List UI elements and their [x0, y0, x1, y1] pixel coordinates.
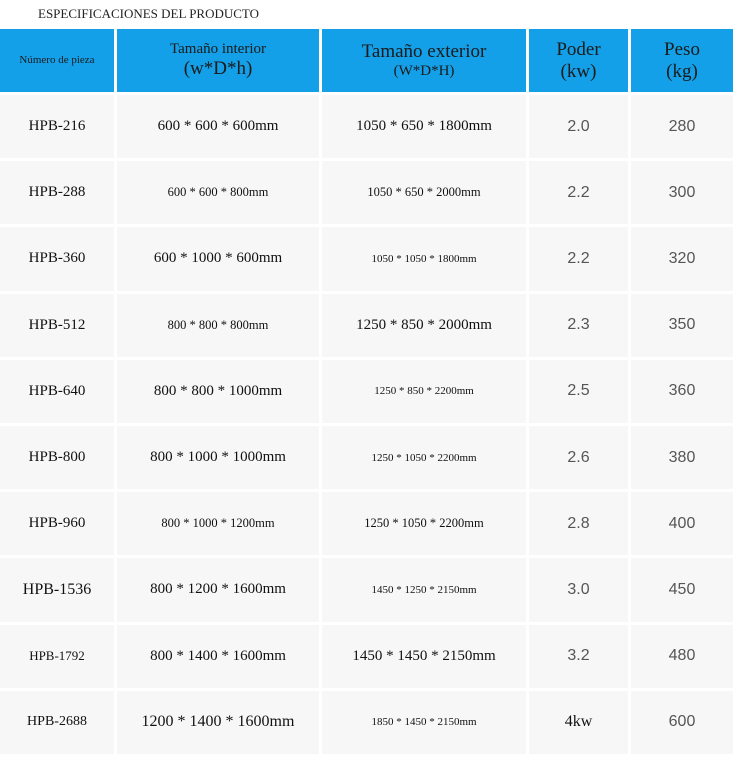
part-number-cell: HPB-800	[0, 426, 117, 492]
header-weight	[631, 29, 733, 95]
interior-size-cell: 1200 * 1400 * 1600mm	[117, 691, 322, 757]
table-row	[0, 558, 733, 624]
header-power-unit: (kw)	[560, 60, 597, 82]
interior-size-cell: 600 * 600 * 800mm	[117, 161, 322, 227]
power-cell: 2.2	[529, 161, 631, 227]
exterior-size-cell: 1850 * 1450 * 2150mm	[322, 691, 529, 757]
table-row	[0, 625, 733, 691]
table-row	[0, 426, 733, 492]
header-part-number	[0, 29, 117, 95]
interior-size-cell: 600 * 1000 * 600mm	[117, 227, 322, 293]
table-row	[0, 227, 733, 293]
header-interior-label: Tamaño interior	[170, 40, 266, 57]
exterior-size-cell: 1250 * 1050 * 2200mm	[322, 426, 529, 492]
power-cell: 2.5	[529, 360, 631, 426]
part-number-cell: HPB-1792	[0, 625, 117, 691]
header-interior-size	[117, 29, 322, 95]
weight-cell: 350	[631, 294, 733, 360]
header-weight-unit: (kg)	[666, 60, 698, 82]
header-power-label: Poder	[556, 38, 601, 60]
part-number-cell: HPB-216	[0, 95, 117, 161]
part-number-cell: HPB-640	[0, 360, 117, 426]
interior-size-cell: 800 * 1000 * 1000mm	[117, 426, 322, 492]
weight-cell: 300	[631, 161, 733, 227]
table-row	[0, 294, 733, 360]
power-cell: 2.3	[529, 294, 631, 360]
interior-size-cell: 800 * 1200 * 1600mm	[117, 558, 322, 624]
interior-size-cell: 800 * 1000 * 1200mm	[117, 492, 322, 558]
interior-size-cell: 800 * 800 * 800mm	[117, 294, 322, 360]
interior-size-cell: 800 * 1400 * 1600mm	[117, 625, 322, 691]
weight-cell: 480	[631, 625, 733, 691]
power-cell: 2.2	[529, 227, 631, 293]
weight-cell: 360	[631, 360, 733, 426]
part-number-cell: HPB-960	[0, 492, 117, 558]
exterior-size-cell: 1250 * 850 * 2200mm	[322, 360, 529, 426]
power-cell: 2.0	[529, 95, 631, 161]
exterior-size-cell: 1050 * 650 * 1800mm	[322, 95, 529, 161]
part-number-cell: HPB-1536	[0, 558, 117, 624]
power-cell: 4kw	[529, 691, 631, 757]
spec-table	[0, 29, 733, 757]
part-number-cell: HPB-2688	[0, 691, 117, 757]
table-row	[0, 492, 733, 558]
part-number-cell: HPB-288	[0, 161, 117, 227]
header-exterior-size	[322, 29, 529, 95]
table-row	[0, 161, 733, 227]
table-row	[0, 360, 733, 426]
header-weight-label: Peso	[664, 38, 700, 60]
weight-cell: 600	[631, 691, 733, 757]
weight-cell: 280	[631, 95, 733, 161]
page-title: ESPECIFICACIONES DEL PRODUCTO	[38, 6, 260, 21]
weight-cell: 400	[631, 492, 733, 558]
header-part-label: Número de pieza	[19, 54, 95, 67]
exterior-size-cell: 1450 * 1250 * 2150mm	[322, 558, 529, 624]
table-row	[0, 691, 733, 757]
exterior-size-cell: 1050 * 1050 * 1800mm	[322, 227, 529, 293]
exterior-size-cell: 1250 * 1050 * 2200mm	[322, 492, 529, 558]
exterior-size-cell: 1450 * 1450 * 2150mm	[322, 625, 529, 691]
interior-size-cell: 800 * 800 * 1000mm	[117, 360, 322, 426]
power-cell: 3.2	[529, 625, 631, 691]
table-row	[0, 95, 733, 161]
power-cell: 2.8	[529, 492, 631, 558]
weight-cell: 380	[631, 426, 733, 492]
part-number-cell: HPB-360	[0, 227, 117, 293]
power-cell: 3.0	[529, 558, 631, 624]
header-exterior-label: Tamaño exterior	[361, 40, 487, 62]
exterior-size-cell: 1250 * 850 * 2000mm	[322, 294, 529, 360]
exterior-size-cell: 1050 * 650 * 2000mm	[322, 161, 529, 227]
weight-cell: 450	[631, 558, 733, 624]
power-cell: 2.6	[529, 426, 631, 492]
table-header-row	[0, 29, 733, 95]
header-power	[529, 29, 631, 95]
interior-size-cell: 600 * 600 * 600mm	[117, 95, 322, 161]
header-exterior-unit: (W*D*H)	[393, 62, 455, 79]
header-interior-unit: (w*D*h)	[183, 58, 253, 80]
part-number-cell: HPB-512	[0, 294, 117, 360]
weight-cell: 320	[631, 227, 733, 293]
